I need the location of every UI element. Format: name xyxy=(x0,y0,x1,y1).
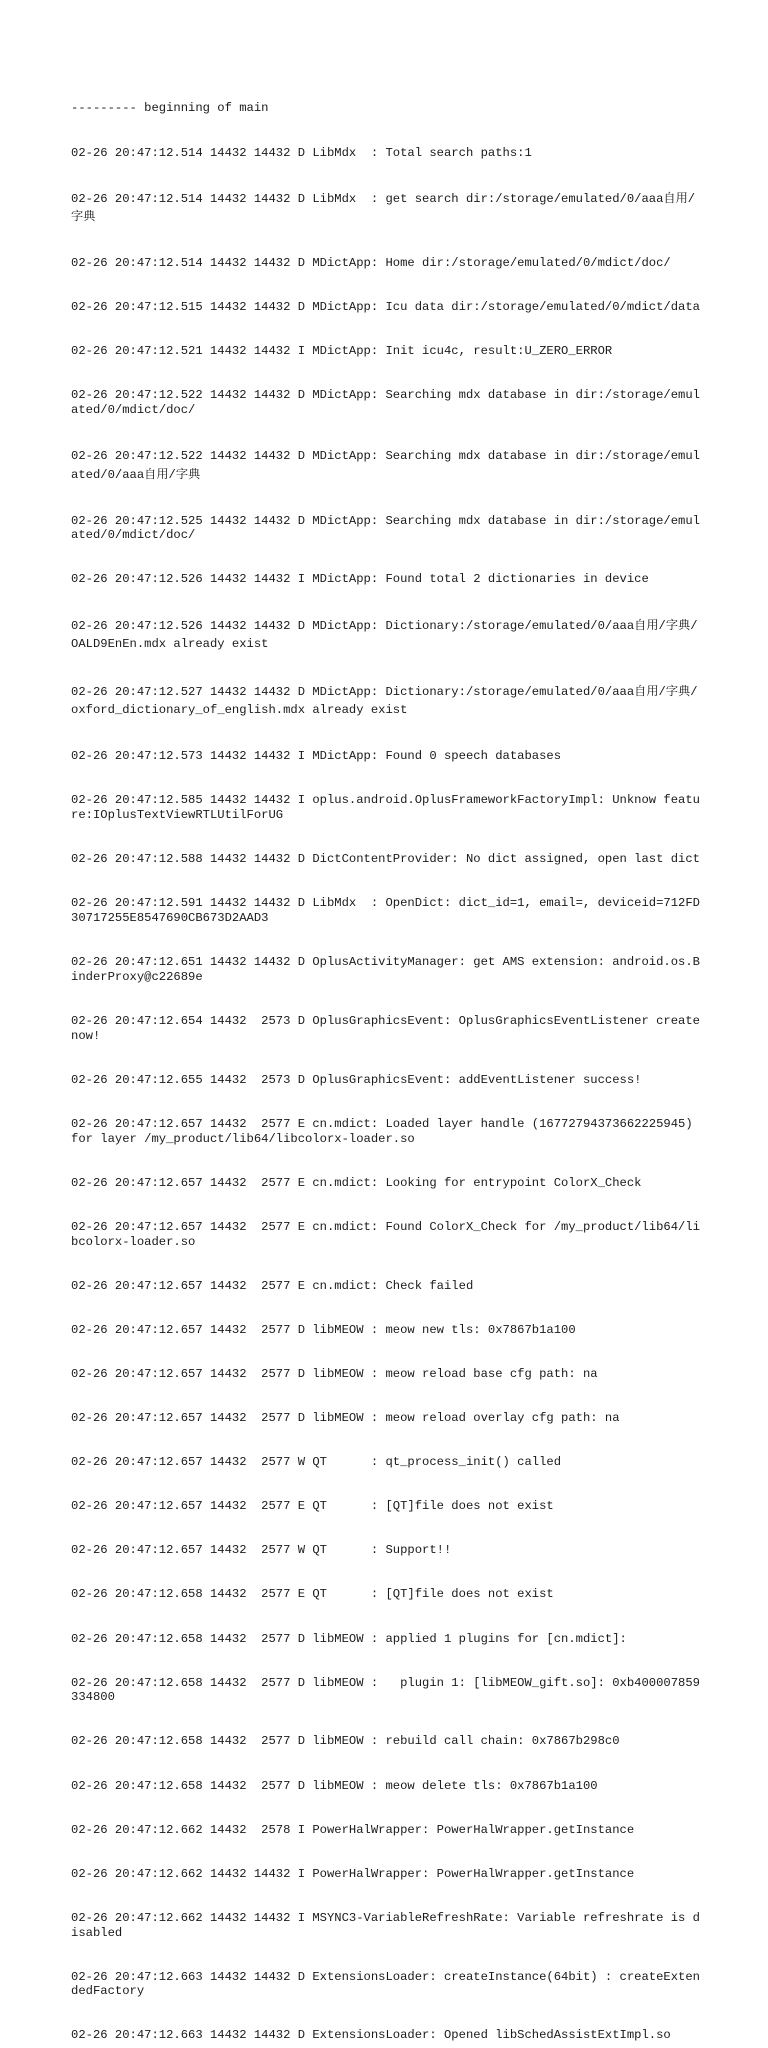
log-line: 02-26 20:47:12.658 14432 2577 D libMEOW : applied 1 plugins for [cn.mdict]: xyxy=(71,1631,627,1646)
log-line: 02-26 20:47:12.522 14432 14432 D MDictApp: Searching mdx database in dir:/storage/emulated/0/aaa自用/字典 xyxy=(71,449,700,482)
log-line: 02-26 20:47:12.658 14432 2577 D libMEOW : rebuild call chain: 0x7867b298c0 xyxy=(71,1734,620,1749)
log-line: 02-26 20:47:12.663 14432 14432 D ExtensionsLoader: createInstance(64bit) : createExtendedFactory xyxy=(71,1969,700,1999)
log-line: 02-26 20:47:12.663 14432 14432 D ExtensionsLoader: Opened libSchedAssistExtImpl.so xyxy=(71,2028,671,2043)
log-line: 02-26 20:47:12.514 14432 14432 D LibMdx : get search dir:/storage/emulated/0/aaa自用/字典 xyxy=(71,191,696,225)
log-line: 02-26 20:47:12.657 14432 2577 E cn.mdict: Check failed xyxy=(71,1278,474,1293)
log-line: 02-26 20:47:12.521 14432 14432 I MDictApp: Init icu4c, result:U_ZERO_ERROR xyxy=(71,344,613,359)
log-line: 02-26 20:47:12.658 14432 2577 D libMEOW : plugin 1: [libMEOW_gift.so]: 0xb400007859334800 xyxy=(71,1675,700,1705)
log-line: 02-26 20:47:12.651 14432 14432 D OplusActivityManager: get AMS extension: android.os.BinderProxy@c22689e xyxy=(71,955,700,984)
log-line: 02-26 20:47:12.658 14432 2577 D libMEOW : meow delete tls: 0x7867b1a100 xyxy=(71,1778,598,1793)
log-line: 02-26 20:47:12.514 14432 14432 D LibMdx : Total search paths:1 xyxy=(71,145,532,160)
log-line: 02-26 20:47:12.526 14432 14432 I MDictApp: Found total 2 dictionaries in device xyxy=(71,572,649,587)
log-line: 02-26 20:47:12.655 14432 2573 D OplusGraphicsEvent: addEventListener success! xyxy=(71,1072,642,1087)
log-line: 02-26 20:47:12.654 14432 2573 D OplusGraphicsEvent: OplusGraphicsEventListener create now! xyxy=(71,1013,708,1043)
log-line: 02-26 20:47:12.658 14432 2577 E QT : [QT]file does not exist xyxy=(71,1587,554,1602)
log-line: 02-26 20:47:12.657 14432 2577 W QT : Support!! xyxy=(71,1543,452,1558)
log-line: 02-26 20:47:12.657 14432 2577 E QT : [QT]file does not exist xyxy=(71,1499,554,1514)
log-line: 02-26 20:47:12.515 14432 14432 D MDictApp: Icu data dir:/storage/emulated/0/mdict/data xyxy=(71,300,700,315)
log-line: 02-26 20:47:12.662 14432 2578 I PowerHalWrapper: PowerHalWrapper.getInstance xyxy=(71,1822,635,1837)
log-line: 02-26 20:47:12.657 14432 2577 D libMEOW : meow reload base cfg path: na xyxy=(71,1366,598,1381)
log-line: 02-26 20:47:12.657 14432 2577 W QT : qt_process_init() called xyxy=(71,1455,562,1470)
log-line: 02-26 20:47:12.662 14432 14432 I MSYNC3-VariableRefreshRate: Variable refreshrate is disabled xyxy=(71,1910,700,1940)
log-line: 02-26 20:47:12.588 14432 14432 D DictContentProvider: No dict assigned, open last dict xyxy=(71,852,700,867)
log-line: 02-26 20:47:12.514 14432 14432 D MDictApp: Home dir:/storage/emulated/0/mdict/doc/ xyxy=(71,256,671,271)
log-line: 02-26 20:47:12.591 14432 14432 D LibMdx : OpenDict: dict_id=1, email=, deviceid=712FD30717255E8547690CB673D2AAD3 xyxy=(71,896,700,926)
log-line: 02-26 20:47:12.657 14432 2577 E cn.mdict: Looking for entrypoint ColorX_Check xyxy=(71,1175,642,1190)
log-line: 02-26 20:47:12.657 14432 2577 E cn.mdict: Loaded layer handle (16772794373662225945) for layer /my_product/lib64/libcolorx-loader.so xyxy=(71,1116,700,1146)
log-line: 02-26 20:47:12.657 14432 2577 D libMEOW : meow new tls: 0x7867b1a100 xyxy=(71,1322,576,1337)
log-line: 02-26 20:47:12.526 14432 14432 D MDictApp: Dictionary:/storage/emulated/0/aaa自用/字典/OALD9EnEn.mdx already exist xyxy=(71,618,698,651)
log-line: 02-26 20:47:12.662 14432 14432 I PowerHalWrapper: PowerHalWrapper.getInstance xyxy=(71,1866,635,1881)
log-line: --------- beginning of main xyxy=(71,101,269,116)
log-document xyxy=(71,72,708,2048)
log-line: 02-26 20:47:12.527 14432 14432 D MDictApp: Dictionary:/storage/emulated/0/aaa自用/字典/oxford_dictionary_of_english.mdx already exist xyxy=(71,684,698,718)
log-line: 02-26 20:47:12.525 14432 14432 D MDictApp: Searching mdx database in dir:/storage/emulated/0/mdict/doc/ xyxy=(71,513,700,543)
log-line: 02-26 20:47:12.522 14432 14432 D MDictApp: Searching mdx database in dir:/storage/emulated/0/mdict/doc/ xyxy=(71,388,700,418)
log-line: 02-26 20:47:12.573 14432 14432 I MDictApp: Found 0 speech databases xyxy=(71,749,562,764)
log-line: 02-26 20:47:12.657 14432 2577 E cn.mdict: Found ColorX_Check for /my_product/lib64/libcolorx-loader.so xyxy=(71,1219,700,1249)
log-line: 02-26 20:47:12.585 14432 14432 I oplus.android.OplusFrameworkFactoryImpl: Unknow feature:IOplusTextViewRTLUtilForUG xyxy=(71,793,700,823)
log-line: 02-26 20:47:12.657 14432 2577 D libMEOW : meow reload overlay cfg path: na xyxy=(71,1410,620,1425)
